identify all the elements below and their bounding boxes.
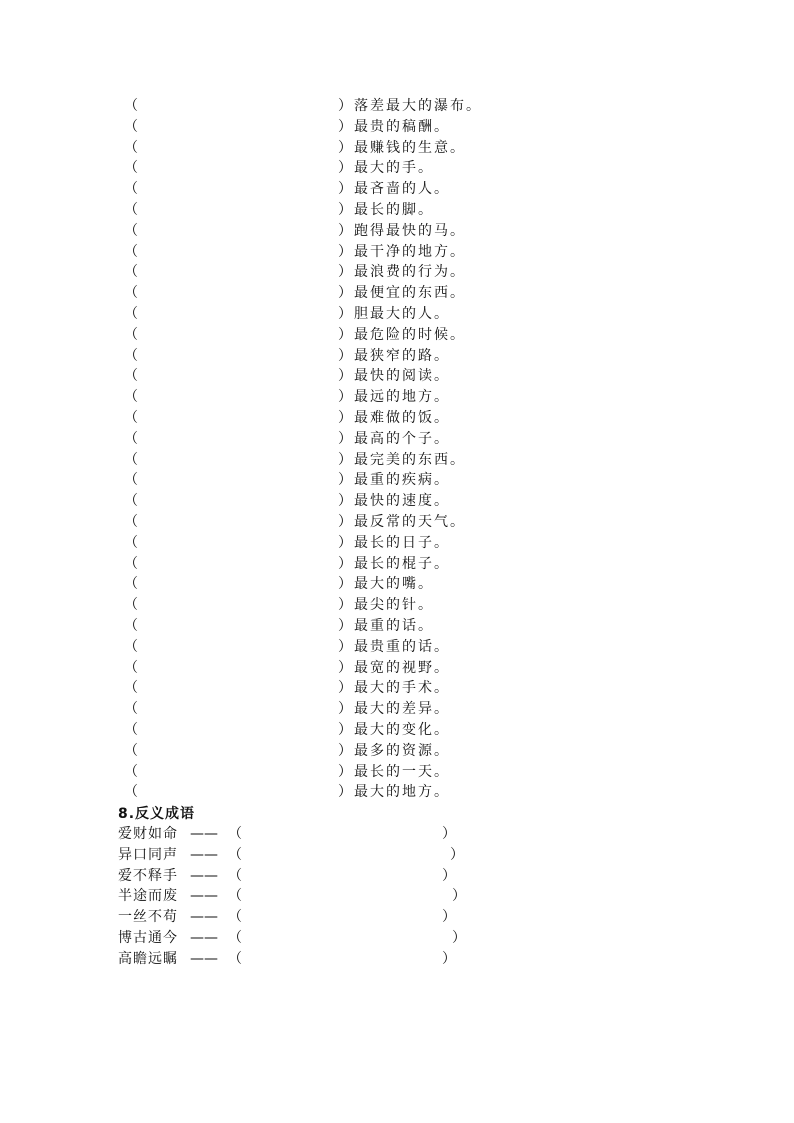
superlative-phrase: 最赚钱的生意。 <box>354 139 466 156</box>
open-paren: （ <box>124 659 138 676</box>
answer-blank[interactable] <box>140 762 336 782</box>
superlative-phrase: 最狭窄的路。 <box>354 347 450 364</box>
open-paren: （ <box>124 513 138 530</box>
fill-in-row <box>124 325 544 346</box>
fill-in-row <box>124 408 544 429</box>
fill-in-row <box>124 658 544 679</box>
open-paren: （ <box>124 409 138 426</box>
answer-blank[interactable] <box>140 574 336 594</box>
superlative-phrase: 最高的个子。 <box>354 430 450 447</box>
open-paren: （ <box>124 472 138 489</box>
fill-in-row <box>124 762 544 783</box>
superlative-phrase: 落差最大的瀑布。 <box>354 98 482 114</box>
close-paren: ） <box>338 222 352 239</box>
superlative-phrase: 最难做的饭。 <box>354 409 450 426</box>
superlative-phrase: 最完美的东西。 <box>354 451 466 468</box>
fill-in-row <box>124 637 544 658</box>
fill-in-row <box>124 512 544 533</box>
answer-blank[interactable] <box>140 408 336 428</box>
open-paren: （ <box>228 909 242 926</box>
open-paren: （ <box>124 181 138 198</box>
close-paren: ） <box>338 659 352 676</box>
answer-blank[interactable] <box>140 429 336 449</box>
fill-in-row <box>124 262 544 283</box>
open-paren: （ <box>124 680 138 697</box>
open-paren: （ <box>124 617 138 634</box>
idiom-word: 异口同声 <box>118 846 178 863</box>
close-paren: ） <box>338 555 352 572</box>
close-paren: ） <box>338 472 352 489</box>
fill-in-row <box>124 283 544 304</box>
close-paren: ） <box>452 888 466 905</box>
superlative-phrase: 最长的脚。 <box>354 201 434 218</box>
close-paren: ） <box>338 264 352 281</box>
close-paren: ） <box>338 201 352 218</box>
close-paren: ） <box>338 513 352 530</box>
close-paren: ） <box>338 305 352 322</box>
superlative-phrase: 最便宜的东西。 <box>354 285 466 302</box>
superlative-phrase: 最重的疾病。 <box>354 472 450 489</box>
fill-in-row <box>124 741 544 762</box>
superlative-phrase: 胆最大的人。 <box>354 305 450 322</box>
close-paren: ） <box>338 118 352 135</box>
open-paren: （ <box>124 701 138 718</box>
answer-blank[interactable] <box>140 200 336 220</box>
close-paren: ） <box>338 576 352 593</box>
answer-blank[interactable] <box>140 158 336 178</box>
answer-blank[interactable] <box>244 845 434 865</box>
dash: —— <box>190 950 218 967</box>
close-paren: ） <box>338 389 352 406</box>
close-paren: ） <box>338 680 352 697</box>
superlative-fill-in-list <box>124 96 544 803</box>
close-paren: ） <box>338 784 352 801</box>
fill-in-row <box>124 304 544 325</box>
superlative-phrase: 最重的话。 <box>354 617 434 634</box>
open-paren: （ <box>124 98 138 114</box>
superlative-phrase: 最浪费的行为。 <box>354 264 466 281</box>
superlative-phrase: 最长的日子。 <box>354 534 450 551</box>
open-paren: （ <box>228 950 242 967</box>
open-paren: （ <box>124 139 138 156</box>
close-paren: ） <box>338 451 352 468</box>
fill-in-row <box>124 96 544 117</box>
open-paren: （ <box>124 118 138 135</box>
open-paren: （ <box>124 222 138 239</box>
open-paren: （ <box>124 305 138 322</box>
fill-in-row <box>124 387 544 408</box>
close-paren: ） <box>338 368 352 385</box>
close-paren: ） <box>338 430 352 447</box>
close-paren: ） <box>338 181 352 198</box>
close-paren: ） <box>338 617 352 634</box>
answer-blank[interactable] <box>244 907 434 927</box>
antonym-idiom-row <box>118 824 498 845</box>
open-paren: （ <box>124 160 138 177</box>
close-paren: ） <box>442 826 456 842</box>
close-paren: ） <box>338 98 352 114</box>
superlative-phrase: 最长的一天。 <box>354 763 450 780</box>
answer-blank[interactable] <box>140 283 336 303</box>
open-paren: （ <box>124 347 138 364</box>
open-paren: （ <box>124 326 138 343</box>
section-title-antonym-idioms: 8.反义成语 <box>118 806 196 822</box>
answer-blank[interactable] <box>140 387 336 407</box>
answer-blank[interactable] <box>244 949 434 969</box>
superlative-phrase: 最吝啬的人。 <box>354 181 450 198</box>
superlative-phrase: 最反常的天气。 <box>354 513 466 530</box>
answer-blank[interactable] <box>140 179 336 199</box>
close-paren: ） <box>338 160 352 177</box>
fill-in-row <box>124 200 544 221</box>
answer-blank[interactable] <box>140 491 336 511</box>
superlative-phrase: 最贵重的话。 <box>354 638 450 655</box>
close-paren: ） <box>338 638 352 655</box>
fill-in-row <box>124 366 544 387</box>
answer-blank[interactable] <box>140 242 336 262</box>
answer-blank[interactable] <box>244 928 434 948</box>
open-paren: （ <box>228 846 242 863</box>
superlative-phrase: 最大的变化。 <box>354 721 450 738</box>
close-paren: ） <box>338 243 352 260</box>
dash: —— <box>190 867 218 884</box>
open-paren: （ <box>124 285 138 302</box>
fill-in-row <box>124 554 544 575</box>
answer-blank[interactable] <box>140 741 336 761</box>
open-paren: （ <box>124 638 138 655</box>
fill-in-row <box>124 179 544 200</box>
superlative-phrase: 最快的速度。 <box>354 493 450 510</box>
close-paren: ） <box>338 721 352 738</box>
superlative-phrase: 最尖的针。 <box>354 597 434 614</box>
answer-blank[interactable] <box>244 824 434 844</box>
answer-blank[interactable] <box>140 678 336 698</box>
idiom-word: 博古通今 <box>118 929 178 946</box>
answer-blank[interactable] <box>140 470 336 490</box>
dash: —— <box>190 826 218 842</box>
answer-blank[interactable] <box>140 637 336 657</box>
dash: —— <box>190 888 218 905</box>
fill-in-row <box>124 429 544 450</box>
close-paren: ） <box>442 950 456 967</box>
answer-blank[interactable] <box>140 138 336 158</box>
open-paren: （ <box>228 888 242 905</box>
open-paren: （ <box>124 534 138 551</box>
close-paren: ） <box>338 347 352 364</box>
superlative-phrase: 最危险的时候。 <box>354 326 466 343</box>
answer-blank[interactable] <box>140 720 336 740</box>
answer-blank[interactable] <box>140 658 336 678</box>
fill-in-row <box>124 491 544 512</box>
superlative-phrase: 最大的嘴。 <box>354 576 434 593</box>
antonym-idiom-row <box>118 866 498 887</box>
superlative-phrase: 最大的手术。 <box>354 680 450 697</box>
close-paren: ） <box>338 597 352 614</box>
fill-in-row <box>124 470 544 491</box>
antonym-idiom-row <box>118 886 498 907</box>
answer-blank[interactable] <box>140 366 336 386</box>
answer-blank[interactable] <box>140 96 336 116</box>
open-paren: （ <box>124 389 138 406</box>
dash: —— <box>190 929 218 946</box>
fill-in-row <box>124 117 544 138</box>
superlative-phrase: 最长的棍子。 <box>354 555 450 572</box>
open-paren: （ <box>228 826 242 842</box>
antonym-idiom-list <box>118 824 498 970</box>
open-paren: （ <box>124 451 138 468</box>
superlative-phrase: 最大的差异。 <box>354 701 450 718</box>
close-paren: ） <box>338 409 352 426</box>
answer-blank[interactable] <box>140 616 336 636</box>
open-paren: （ <box>124 264 138 281</box>
open-paren: （ <box>124 201 138 218</box>
open-paren: （ <box>124 721 138 738</box>
open-paren: （ <box>124 243 138 260</box>
fill-in-row <box>124 221 544 242</box>
answer-blank[interactable] <box>140 304 336 324</box>
answer-blank[interactable] <box>140 262 336 282</box>
idiom-word: 一丝不苟 <box>118 909 178 926</box>
fill-in-row <box>124 346 544 367</box>
open-paren: （ <box>124 576 138 593</box>
idiom-word: 半途而废 <box>118 888 178 905</box>
open-paren: （ <box>124 555 138 572</box>
idiom-word: 爱财如命 <box>118 826 178 842</box>
answer-blank[interactable] <box>244 866 434 886</box>
answer-blank[interactable] <box>140 325 336 345</box>
open-paren: （ <box>124 493 138 510</box>
open-paren: （ <box>228 867 242 884</box>
superlative-phrase: 最贵的稿酬。 <box>354 118 450 135</box>
fill-in-row <box>124 595 544 616</box>
close-paren: ） <box>450 846 464 863</box>
superlative-phrase: 最大的手。 <box>354 160 434 177</box>
close-paren: ） <box>442 909 456 926</box>
open-paren: （ <box>124 368 138 385</box>
superlative-phrase: 最宽的视野。 <box>354 659 450 676</box>
close-paren: ） <box>452 929 466 946</box>
antonym-idiom-row <box>118 949 498 970</box>
open-paren: （ <box>124 763 138 780</box>
superlative-phrase: 最快的阅读。 <box>354 368 450 385</box>
answer-blank[interactable] <box>140 554 336 574</box>
answer-blank[interactable] <box>140 512 336 532</box>
fill-in-row <box>124 138 544 159</box>
fill-in-row <box>124 720 544 741</box>
close-paren: ） <box>338 493 352 510</box>
answer-blank[interactable] <box>140 346 336 366</box>
answer-blank[interactable] <box>140 782 336 802</box>
superlative-phrase: 最远的地方。 <box>354 389 450 406</box>
close-paren: ） <box>338 326 352 343</box>
fill-in-row <box>124 782 544 803</box>
fill-in-row <box>124 699 544 720</box>
idiom-word: 高瞻远瞩 <box>118 950 178 967</box>
open-paren: （ <box>124 742 138 759</box>
close-paren: ） <box>338 763 352 780</box>
open-paren: （ <box>124 430 138 447</box>
answer-blank[interactable] <box>140 533 336 553</box>
answer-blank[interactable] <box>140 221 336 241</box>
superlative-phrase: 最大的地方。 <box>354 784 450 801</box>
fill-in-row <box>124 574 544 595</box>
dash: —— <box>190 846 218 863</box>
antonym-idiom-row <box>118 845 498 866</box>
close-paren: ） <box>338 742 352 759</box>
superlative-phrase: 跑得最快的马。 <box>354 222 466 239</box>
fill-in-row <box>124 242 544 263</box>
fill-in-row <box>124 616 544 637</box>
answer-blank[interactable] <box>140 117 336 137</box>
fill-in-row <box>124 678 544 699</box>
close-paren: ） <box>338 285 352 302</box>
close-paren: ） <box>338 534 352 551</box>
answer-blank[interactable] <box>140 450 336 470</box>
answer-blank[interactable] <box>140 595 336 615</box>
fill-in-row <box>124 450 544 471</box>
fill-in-row <box>124 158 544 179</box>
superlative-phrase: 最多的资源。 <box>354 742 450 759</box>
answer-blank[interactable] <box>140 699 336 719</box>
dash: —— <box>190 909 218 926</box>
antonym-idiom-row <box>118 928 498 949</box>
antonym-idiom-row <box>118 907 498 928</box>
open-paren: （ <box>124 597 138 614</box>
superlative-phrase: 最干净的地方。 <box>354 243 466 260</box>
close-paren: ） <box>442 867 456 884</box>
close-paren: ） <box>338 701 352 718</box>
fill-in-row <box>124 533 544 554</box>
close-paren: ） <box>338 139 352 156</box>
idiom-word: 爱不释手 <box>118 867 178 884</box>
open-paren: （ <box>124 784 138 801</box>
answer-blank[interactable] <box>244 886 434 906</box>
open-paren: （ <box>228 929 242 946</box>
